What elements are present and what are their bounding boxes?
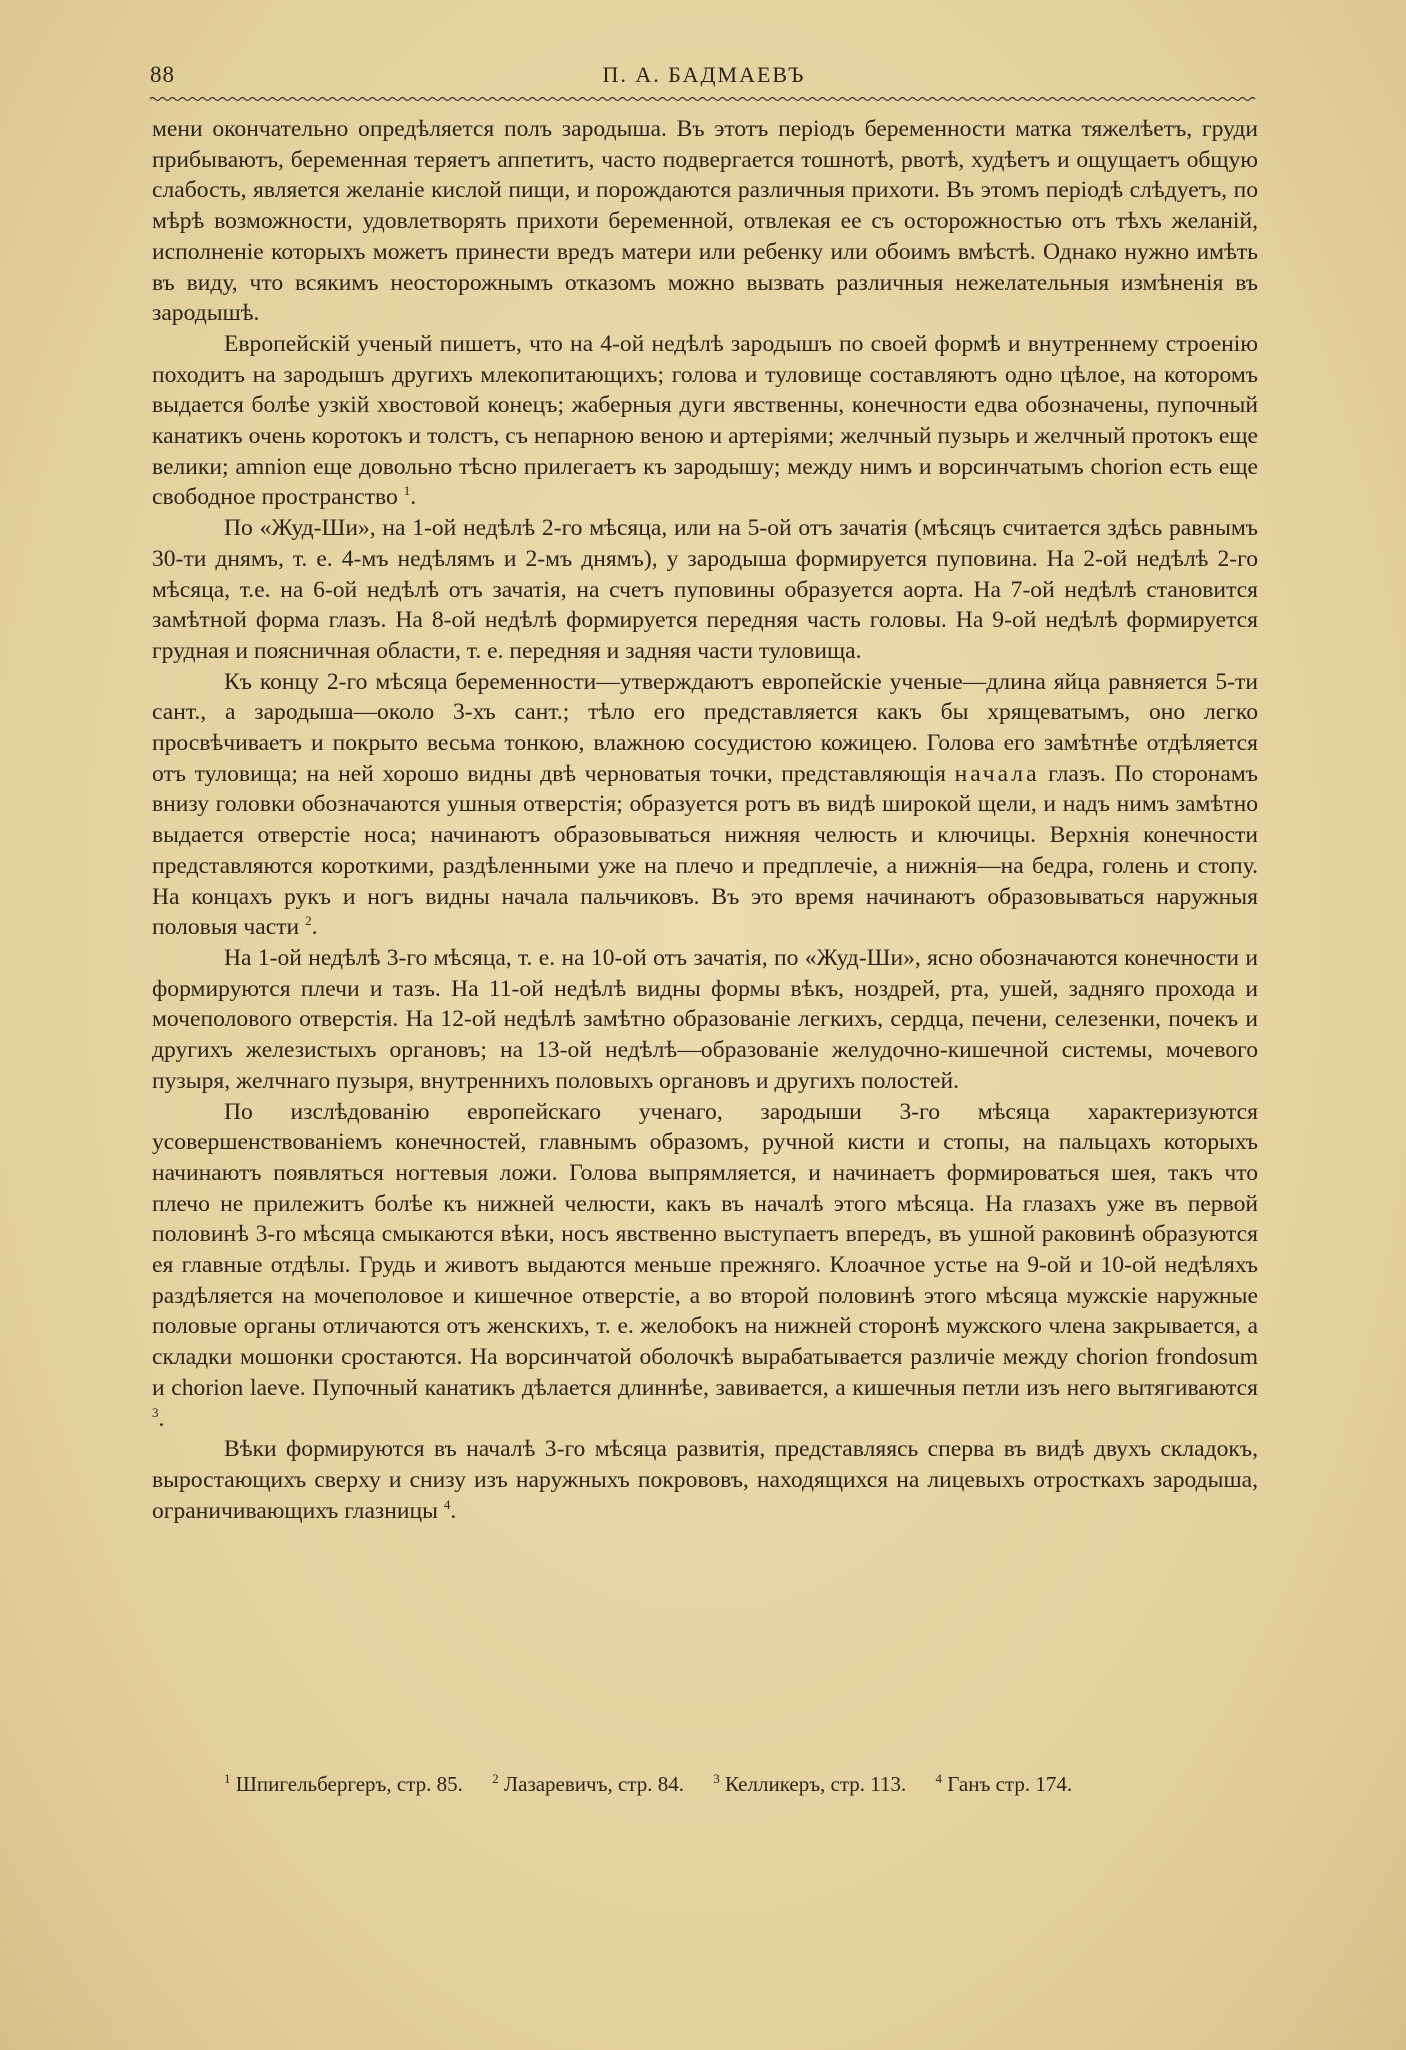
- footnote-ref-3[interactable]: 3: [152, 1404, 159, 1420]
- page-number: 88: [150, 62, 175, 87]
- footnote-1: $^1$ Шпигельбергеръ, стр. 85.: [224, 1771, 463, 1796]
- footnote-ref-1[interactable]: 1: [403, 483, 411, 499]
- footnote-2: $^2$ Лазаревичъ, стр. 84.: [492, 1771, 684, 1796]
- paragraph-1: мени окончательно опредѣляется полъ зародыша. Въ этотъ періодъ беременности матка тяжелѣетъ, груди прибываютъ, беременная теряетъ аппетитъ, часто подвергается тошнотѣ, рвотѣ, худѣетъ и ощущаетъ общую слабость, является желаніе кислой пищи, и порождаются различныя прихоти. Въ этомъ періодѣ слѣдуетъ, по мѣрѣ возможности, удовлетворять прихоти беременной, отвлекая ее съ осторожностью отъ тѣхъ желаній, исполненіе которыхъ можетъ принести вредъ матери или ребенку или обоимъ вмѣстѣ. Однако нужно имѣть въ виду, что всякимъ неосторожнымъ отказомъ можно вызвать различныя нежелательныя измѣненія въ зародышѣ.: [152, 116, 1258, 327]
- paragraph-4: Къ концу 2-го мѣсяца беременности—утверждаютъ европейскіе ученые—длина яйца равняется 5-ти сант., а зародыша—около 3-хъ сант.; тѣло его представляется какъ бы хрящеватымъ, оно легко просвѣчиваетъ и покрыто весьма тонкою, влажною сосудистою кожицею. Голова его замѣтнѣе отдѣляется отъ туловища; на ней хорошо видны двѣ черноватыя точки, представляющія начала глазъ. По сторонамъ внизу головки обозначаются ушныя отверстія; образуется ротъ въ видѣ широкой щели, и надъ нимъ замѣтно выдается отверстіе носа; начинаютъ образовываться нижняя челюсть и ключицы. Верхнія конечности представляются короткими, раздѣленными уже на плечо и предплечіе, а нижнія—на бедра, голень и стопу. На концахъ рукъ и ногъ видны начала пальчиковъ. Въ это время начинаютъ образовываться наружныя половыя части $^2$.: [152, 668, 1258, 941]
- paragraph-6: По изслѣдованію европейскаго ученаго, зародыши 3-го мѣсяца характеризуются усовершенствованіемъ конечностей, главнымъ образомъ, ручной кисти и стопы, на пальцахъ которыхъ начинаютъ появляться ногтевыя ложи. Голова выпрямляется, и начинаетъ формироваться шея, такъ что плечо не прилежитъ болѣе къ нижней челюсти, какъ въ началѣ этого мѣсяца. На глазахъ уже въ первой половинѣ 3-го мѣсяца смыкаются вѣки, носъ явственно выступаетъ впередъ, въ ушной раковинѣ образуются ея главные отдѣлы. Грудь и животъ выдаются меньше прежняго. Клоачное устье на 9-ой и 10-ой недѣляхъ раздѣляется на мочеполовое и кишечное отверстіе, а во второй половинѣ этого мѣсяца мужскіе наружные половые органы отличаются отъ женскихъ, т. е. желобокъ на нижней сторонѣ мужского члена закрывается, а складки мошонки сростаются. На ворсинчатой оболочкѣ вырабатывается различіе между chorion frondosum и chorion laeve. Пупочный канатикъ дѣлается длиннѣе, завивается, а кишечныя петли изъ него вытягиваются $^3$.: [152, 1098, 1258, 1432]
- spaced-word: начала: [954, 760, 1040, 787]
- footnote-4: $^4$ Ганъ стр. 174.: [935, 1771, 1073, 1796]
- running-title: П. А. БАДМАЕВЪ: [602, 62, 806, 87]
- paragraph-2: Европейскій ученый пишетъ, что на 4-ой недѣлѣ зародышъ по своей формѣ и внутреннему строенію походитъ на зародышъ другихъ млекопитающихъ; голова и туловище составляютъ одно цѣлое, на которомъ выдается болѣе узкій хвостовой конецъ; жаберныя дуги явственны, конечности едва обозначены, пупочный канатикъ очень коротокъ и толстъ, съ непарною веною и артеріями; желчный пузырь и желчный протокъ еще велики; amnion еще довольно тѣсно прилегаетъ къ зародышу; между нимъ и ворсинчатымъ chorion есть еще свободное пространство $^1$.: [152, 330, 1258, 511]
- page-header: [150, 62, 1258, 98]
- footnote-3: $^3$ Келликеръ, стр. 113.: [713, 1771, 907, 1796]
- footnote-ref-4[interactable]: 4: [443, 1496, 451, 1512]
- paragraph-7: Вѣки формируются въ началѣ 3-го мѣсяца развитія, представляясь сперва въ видѣ двухъ складокъ, выростающихъ сверху и снизу изъ наружныхъ покрововъ, находящихся на лицевыхъ отросткахъ зародыша, ограничивающихъ глазницы $^4$.: [152, 1436, 1258, 1524]
- paragraph-3: По «Жуд-Ши», на 1-ой недѣлѣ 2-го мѣсяца, или на 5-ой отъ зачатія (мѣсяцъ считается здѣсь равнымъ 30-ти днямъ, т. е. 4-мъ недѣлямъ и 2-мъ днямъ), у зародыша формируется пуповина. На 2-ой недѣлѣ 2-го мѣсяца, т.е. на 6-ой недѣлѣ отъ зачатія, на счетъ пуповины образуется аорта. На 7-ой недѣлѣ становится замѣтной форма глазъ. На 8-ой недѣлѣ формируется передняя часть головы. На 9-ой недѣлѣ формируется грудная и поясничная области, т. е. передняя и задняя части туловища.: [152, 515, 1258, 664]
- main-text: [152, 114, 1258, 1526]
- paragraph-5: На 1-ой недѣлѣ 3-го мѣсяца, т. е. на 10-ой отъ зачатія, по «Жуд-Ши», ясно обозначаются конечности и формируются плечи и тазъ. На 11-ой недѣлѣ видны формы вѣкъ, ноздрей, рта, ушей, задняго прохода и мочеполового отверстія. На 12-ой недѣлѣ замѣтно образованіе легкихъ, сердца, печени, селезенки, почекъ и другихъ железистыхъ органовъ; на 13-ой недѣлѣ—образованіе желудочно-кишечной системы, мочевого пузыря, желчнаго пузыря, внутреннихъ половыхъ органовъ и другихъ полостей.: [152, 944, 1258, 1094]
- header-rule: [150, 96, 1258, 102]
- footnote-ref-2[interactable]: 2: [305, 913, 312, 929]
- footnotes: [152, 1770, 1258, 1798]
